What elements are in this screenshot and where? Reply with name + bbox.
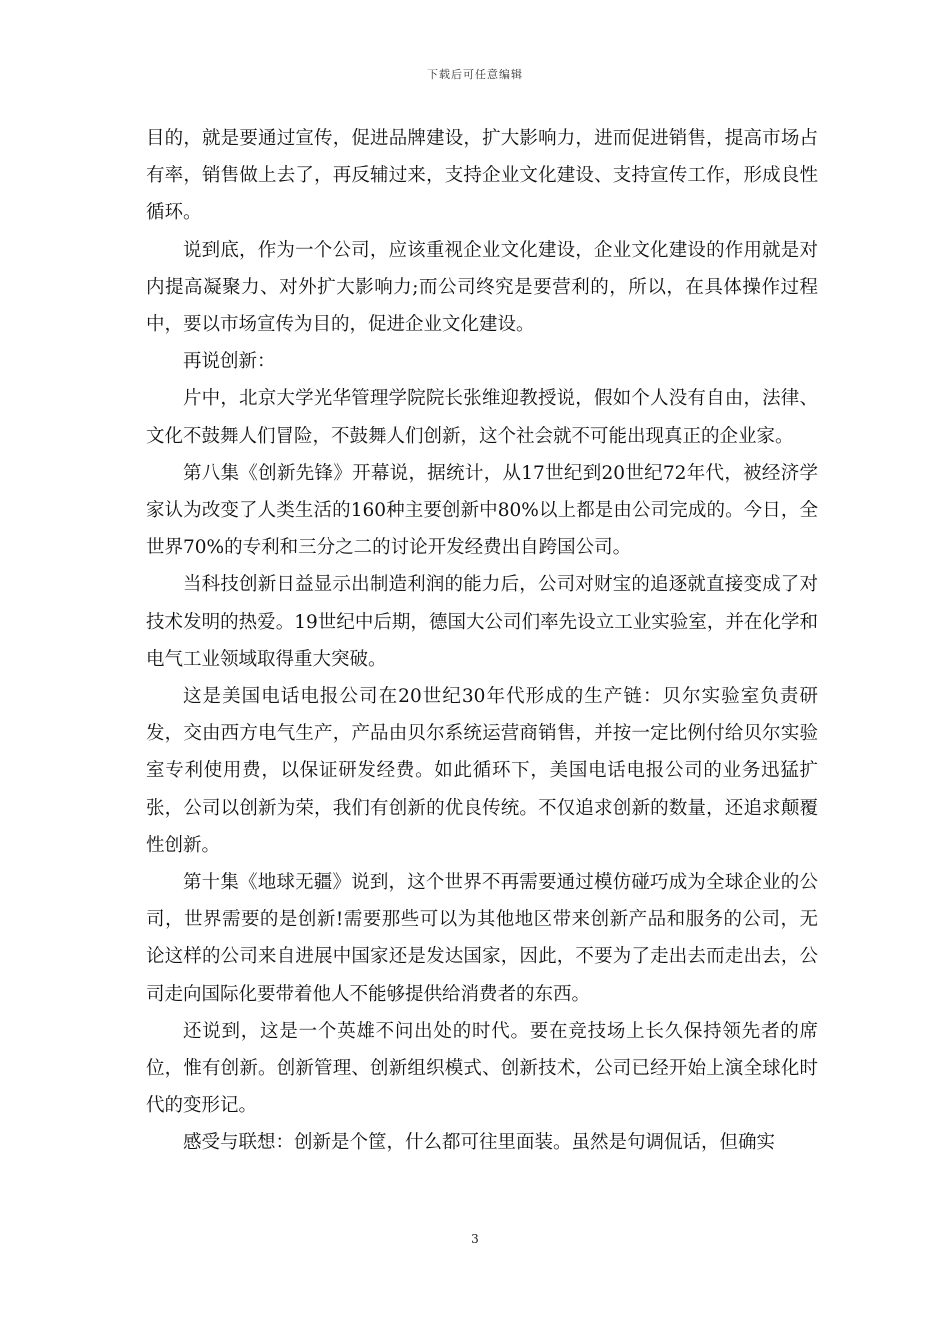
paragraph-6: 当科技创新日益显示出制造利润的能力后，公司对财宝的追逐就直接变成了对技术发明的热爱。19世纪中后期，德国大公司们率先设立工业实验室，并在化学和电气工业领域取得重大突破。 — [146, 574, 818, 670]
page-number: 3 — [471, 1232, 479, 1246]
paragraph-8: 第十集《地球无疆》说到，这个世界不再需要通过模仿碰巧成为全球企业的公司，世界需要的是创新!需要那些可以为其他地区带来创新产品和服务的公司，无论这样的公司来自进展中国家还是发达国家，因此，不要为了走出去而走出去，公司走向国际化要带着他人不能够提供给消费者的东西。 — [146, 872, 818, 1005]
document-body — [146, 120, 818, 1162]
paragraph-1: 目的，就是要通过宣传，促进品牌建设，扩大影响力，进而促进销售，提高市场占有率，销售做上去了，再反辅过来，支持企业文化建设、支持宣传工作，形成良性循环。 — [146, 128, 818, 224]
paragraph-4: 片中，北京大学光华管理学院院长张维迎教授说，假如个人没有自由，法律、文化不鼓舞人们冒险，不鼓舞人们创新，这个社会就不可能出现真正的企业家。 — [146, 388, 818, 447]
page-header: 下载后可任意编辑 — [427, 68, 523, 81]
paragraph-7: 这是美国电话电报公司在20世纪30年代形成的生产链：贝尔实验室负责研发，交由西方电气生产，产品由贝尔系统运营商销售，并按一定比例付给贝尔实验室专利使用费，以保证研发经费。如此循环下，美国电话电报公司的业务迅猛扩张，公司以创新为荣，我们有创新的优良传统。不仅追求创新的数量，还追求颠覆性创新。 — [146, 686, 818, 856]
paragraph-5: 第八集《创新先锋》开幕说，据统计，从17世纪到20世纪72年代，被经济学家认为改变了人类生活的160种主要创新中80%以上都是由公司完成的。今日，全世界70%的专利和三分之二的讨论开发经费出自跨国公司。 — [146, 462, 818, 559]
paragraph-10: 感受与联想：创新是个筐，什么都可往里面装。虽然是句调侃话，但确实 — [183, 1132, 776, 1154]
paragraph-3: 再说创新： — [183, 351, 276, 373]
paragraph-2: 说到底，作为一个公司，应该重视企业文化建设，企业文化建设的作用就是对内提高凝聚力、对外扩大影响力;而公司终究是要营利的，所以，在具体操作过程中，要以市场宣传为目的，促进企业文化建设。 — [146, 239, 818, 336]
paragraph-9: 还说到，这是一个英雄不问出处的时代。要在竞技场上长久保持领先者的席位，惟有创新。创新管理、创新组织模式、创新技术，公司已经开始上演全球化时代的变形记。 — [146, 1020, 818, 1117]
